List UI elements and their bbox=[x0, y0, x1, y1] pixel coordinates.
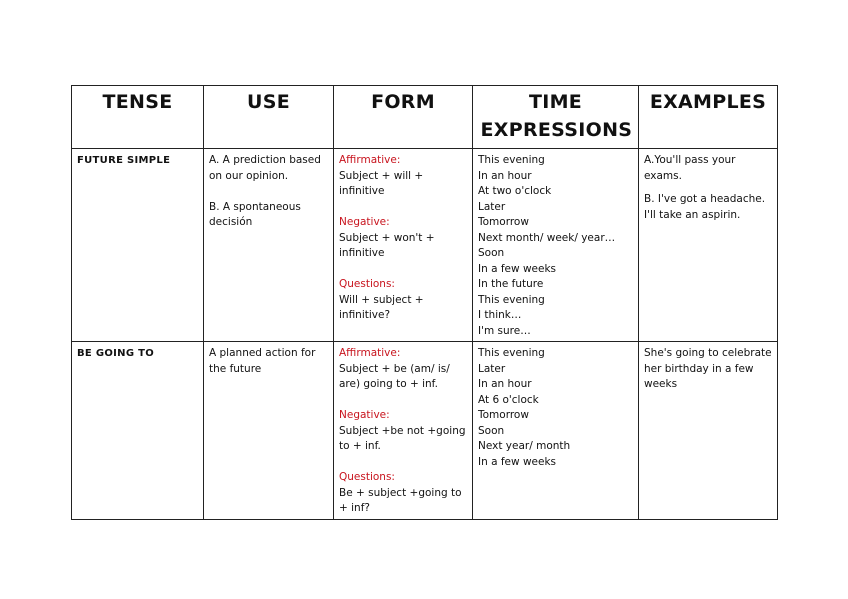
time-expression: I'm sure… bbox=[478, 324, 531, 337]
tense-name: BE GOING TO bbox=[77, 348, 155, 359]
time-expression: Next year/ month bbox=[478, 440, 571, 452]
negative-form: Subject + won't + infinitive bbox=[339, 231, 435, 259]
use-cell bbox=[204, 149, 334, 342]
time-expression: This evening bbox=[478, 154, 545, 166]
affirmative-form: Subject + be (am/ is/ are) going to + inf. bbox=[339, 362, 450, 390]
table-row-future-simple bbox=[72, 149, 778, 342]
time-expression: At two o'clock bbox=[478, 185, 552, 197]
questions-form: Be + subject +going to + inf? bbox=[339, 486, 462, 514]
time-expression: In an hour bbox=[478, 169, 532, 182]
form-cell bbox=[334, 342, 473, 520]
example-text: A.You'll pass your exams. bbox=[644, 154, 736, 182]
negative-label: Negative: bbox=[339, 216, 390, 228]
time-expression: This evening bbox=[478, 293, 545, 306]
time-expression: Tomorrow bbox=[478, 216, 529, 228]
time-expression: In a few weeks bbox=[478, 455, 557, 468]
negative-form: Subject +be not +going to + inf. bbox=[339, 424, 466, 452]
use-text: A. A prediction based on our opinion. bbox=[209, 154, 321, 182]
time-expression: I think… bbox=[478, 309, 522, 321]
table-row-be-going-to bbox=[72, 342, 778, 520]
tense-name: FUTURE SIMPLE bbox=[77, 155, 171, 166]
time-expression: Soon bbox=[478, 247, 505, 259]
affirmative-label: Affirmative: bbox=[339, 154, 401, 166]
negative-label: Negative: bbox=[339, 409, 390, 421]
form-cell bbox=[334, 149, 473, 342]
header-use: USE bbox=[204, 86, 334, 149]
time-expression: In an hour bbox=[478, 378, 532, 390]
time-expression: Later bbox=[478, 200, 506, 213]
examples-cell bbox=[639, 149, 778, 342]
tense-cell bbox=[72, 149, 204, 342]
time-expression: Next month/ week/ year… bbox=[478, 231, 616, 244]
time-expressions-cell bbox=[473, 342, 639, 520]
header-row bbox=[72, 86, 778, 149]
time-expressions-cell bbox=[473, 149, 639, 342]
time-expression: Later bbox=[478, 362, 506, 375]
questions-form: Will + subject + infinitive? bbox=[339, 293, 424, 321]
header-examples: EXAMPLES bbox=[639, 86, 778, 149]
examples-cell bbox=[639, 342, 778, 520]
time-expression: This evening bbox=[478, 347, 545, 359]
time-expression: Soon bbox=[478, 424, 505, 437]
affirmative-form: Subject + will + infinitive bbox=[339, 169, 424, 197]
header-time-expressions bbox=[473, 86, 639, 149]
affirmative-label: Affirmative: bbox=[339, 347, 401, 359]
header-form: FORM bbox=[334, 86, 473, 149]
tense-cell bbox=[72, 342, 204, 520]
questions-label: Questions: bbox=[339, 278, 395, 290]
time-expression: Tomorrow bbox=[478, 409, 529, 421]
time-expression: In the future bbox=[478, 278, 544, 290]
header-tense: TENSE bbox=[72, 86, 204, 149]
time-expression: In a few weeks bbox=[478, 262, 557, 275]
header-time-expressions-text: TIME EXPRESSIONS bbox=[480, 91, 633, 141]
example-text: B. I've got a headache. I'll take an aspirin. bbox=[644, 193, 766, 221]
time-expression: At 6 o'clock bbox=[478, 393, 539, 406]
tenses-table bbox=[71, 85, 778, 520]
questions-label: Questions: bbox=[339, 471, 395, 483]
use-text: B. A spontaneous decisión bbox=[209, 200, 301, 228]
use-text: A planned action for the future bbox=[209, 347, 316, 375]
example-text: She's going to celebrate her birthday in a few weeks bbox=[644, 347, 772, 390]
use-cell bbox=[204, 342, 334, 520]
